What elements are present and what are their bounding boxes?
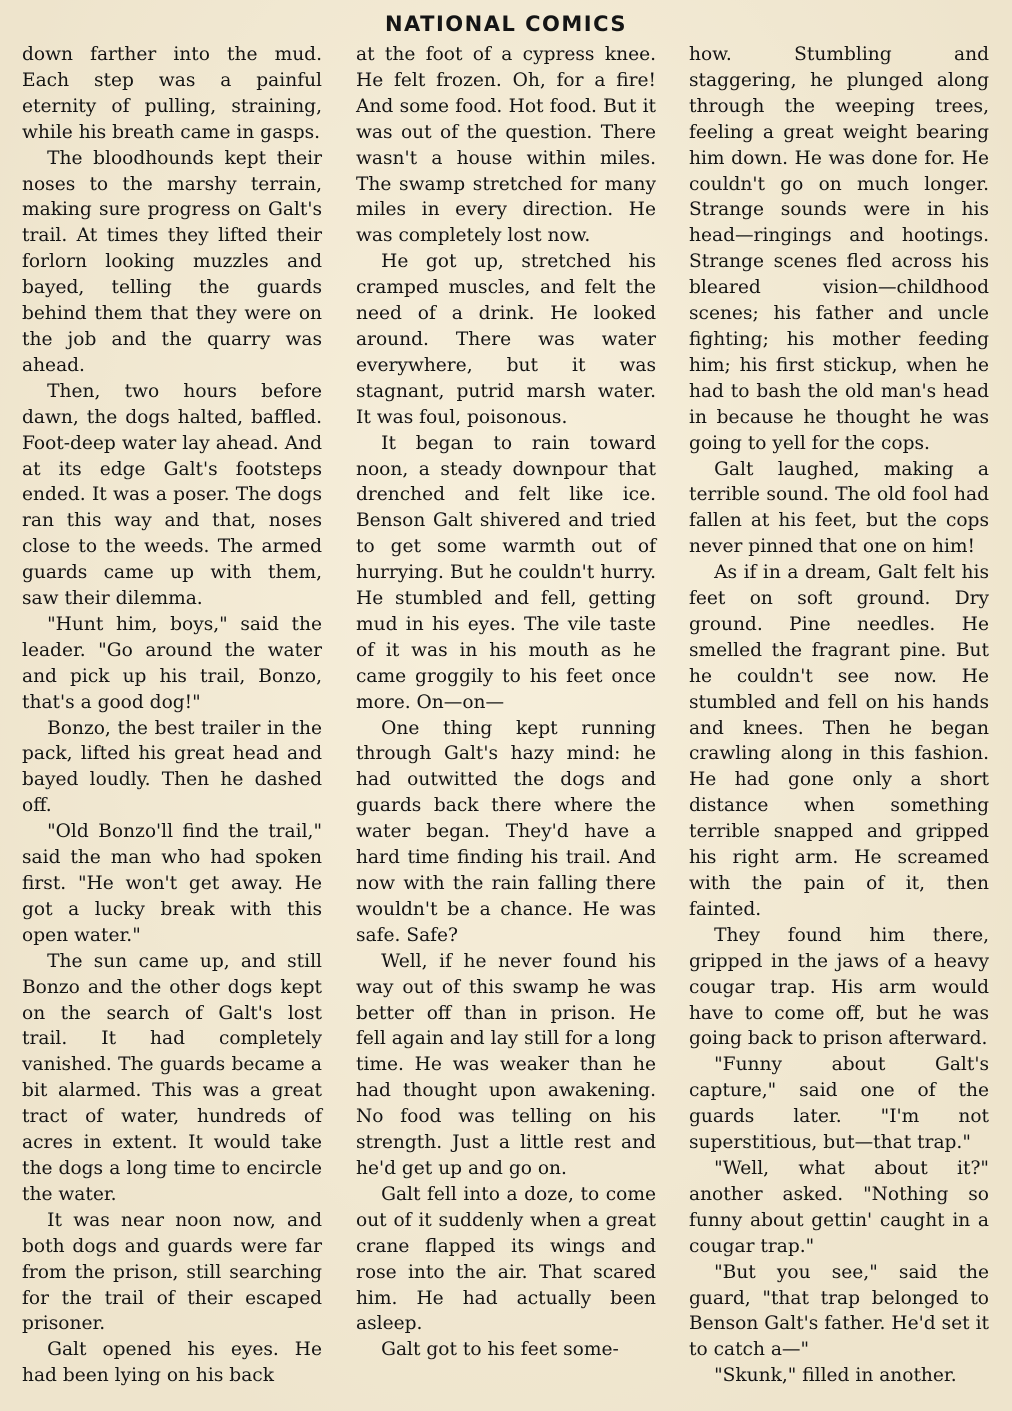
paragraph: Galt opened his eyes. He had been lying on his back <box>22 1339 322 1387</box>
paragraph: "Skunk," filled in another. <box>714 1365 957 1387</box>
paragraph: Galt laughed, making a terrible sound. The old fool had fallen at his feet, but the cops never pinned that one on him! <box>689 458 989 558</box>
paragraph: The sun came up, and still Bonzo and the other dogs kept on the search of Galt's lost trail. It had completely vanished. The guards became a bit alarmed. This was a great tract of water, hundreds of acres in extent. It would take the dogs a long time to encircle the water. <box>22 950 322 1205</box>
paragraph: The bloodhounds kept their noses to the marshy terrain, making sure progress on Galt's trail. At times they lifted their forlorn looking muzzles and bayed, telling the guards behind them that they were on the job and the quarry was ahead. <box>22 147 322 376</box>
paragraph: He got up, stretched his cramped muscles, and felt the need of a drink. He looked around. There was water everywhere, but it was stagnant, putrid marsh water. It was foul, poisonous. <box>356 251 656 428</box>
paragraph: "Old Bonzo'll find the trail," said the man who had spoken first. "He won't get away. He got a lucky break with this open water." <box>22 821 322 946</box>
paragraph: how. Stumbling and staggering, he plunged along through the weeping trees, feeling a great weight bearing him down. He was done for. He couldn't go on much longer. Strange sounds were in his head—ringings and hootings. Strange scenes fled across his bleared vision—childhood scenes; his father and uncle fighting; his mother feeding him; his first stickup, when he had to bash the old man's head in because he thought he was going to yell for the cops. <box>689 44 989 454</box>
paragraph: "But you see," said the guard, "that trap belonged to Benson Galt's father. He'd set it to catch a—" <box>689 1261 989 1361</box>
paragraph: As if in a dream, Galt felt his feet on soft ground. Dry ground. Pine needles. He smelled the fragrant pine. But he couldn't see now. He stumbled and fell on his hands and knees. Then he began crawling along in this fashion. He had gone only a short distance when something terrible snapped and gripped his right arm. He screamed with the pain of it, then fainted. <box>689 562 989 920</box>
paragraph: Bonzo, the best trailer in the pack, lifted his great head and bayed loudly. Then he dashed off. <box>22 717 322 817</box>
paragraph: Then, two hours before dawn, the dogs halted, baffled. Foot-deep water lay ahead. And at its edge Galt's footsteps ended. It was a poser. The dogs ran this way and that, noses close to the weeds. The armed guards came up with them, saw their dilemma. <box>22 380 322 610</box>
paragraph: "Funny about Galt's capture," said one of the guards later. "I'm not superstitious, but—that trap." <box>689 1054 989 1154</box>
paragraph: It was near noon now, and both dogs and guards were far from the prison, still searching for the trail of their escaped prisoner. <box>22 1209 322 1335</box>
paragraph: "Well, what about it?" another asked. "Nothing so funny about gettin' caught in a cougar trap." <box>689 1157 989 1257</box>
paragraph: Well, if he never found his way out of this swamp he was better off than in prison. He fell again and lay still for a long time. He was weaker than he had thought upon awakening. No food was telling on his strength. Just a little rest and he'd get up and go on. <box>356 950 656 1179</box>
page-title: NATIONAL COMICS <box>384 12 628 36</box>
paragraph: They found him there, gripped in the jaws of a heavy cougar trap. His arm would have to come off, but he was going back to prison afterward. <box>689 924 989 1050</box>
text-column-1 <box>22 42 322 1389</box>
paragraph: It began to rain toward noon, a steady downpour that drenched and felt like ice. Benson Galt shivered and tried to get some warmth out of hurrying. But he couldn't hurry. He stumbled and fell, getting mud in his eyes. The vile taste of it was in his mouth as he came groggily to his feet once more. On—on— <box>356 432 656 713</box>
paragraph: Galt got to his feet some- <box>381 1339 619 1361</box>
paragraph: at the foot of a cypress knee. He felt frozen. Oh, for a fire! And some food. Hot food. But it was out of the question. There wasn't a house within miles. The swamp stretched for many miles in every direction. He was completely lost now. <box>356 44 656 247</box>
paragraph: Galt fell into a doze, to come out of it suddenly when a great crane flapped its wings and rose into the air. That scared him. He had actually been asleep. <box>356 1183 656 1335</box>
paragraph: "Hunt him, boys," said the leader. "Go around the water and pick up his trail, Bonzo, that's a good dog!" <box>22 613 322 713</box>
text-column-2 <box>356 42 656 1363</box>
paragraph: One thing kept running through Galt's hazy mind: he had outwitted the dogs and guards back there where the water began. They'd have a hard time finding his trail. And now with the rain falling there wouldn't be a chance. He was safe. Safe? <box>356 717 656 946</box>
paragraph: down farther into the mud. Each step was a painful eternity of pulling, straining, while his breath came in gasps. <box>22 44 322 143</box>
text-column-3 <box>689 42 989 1389</box>
